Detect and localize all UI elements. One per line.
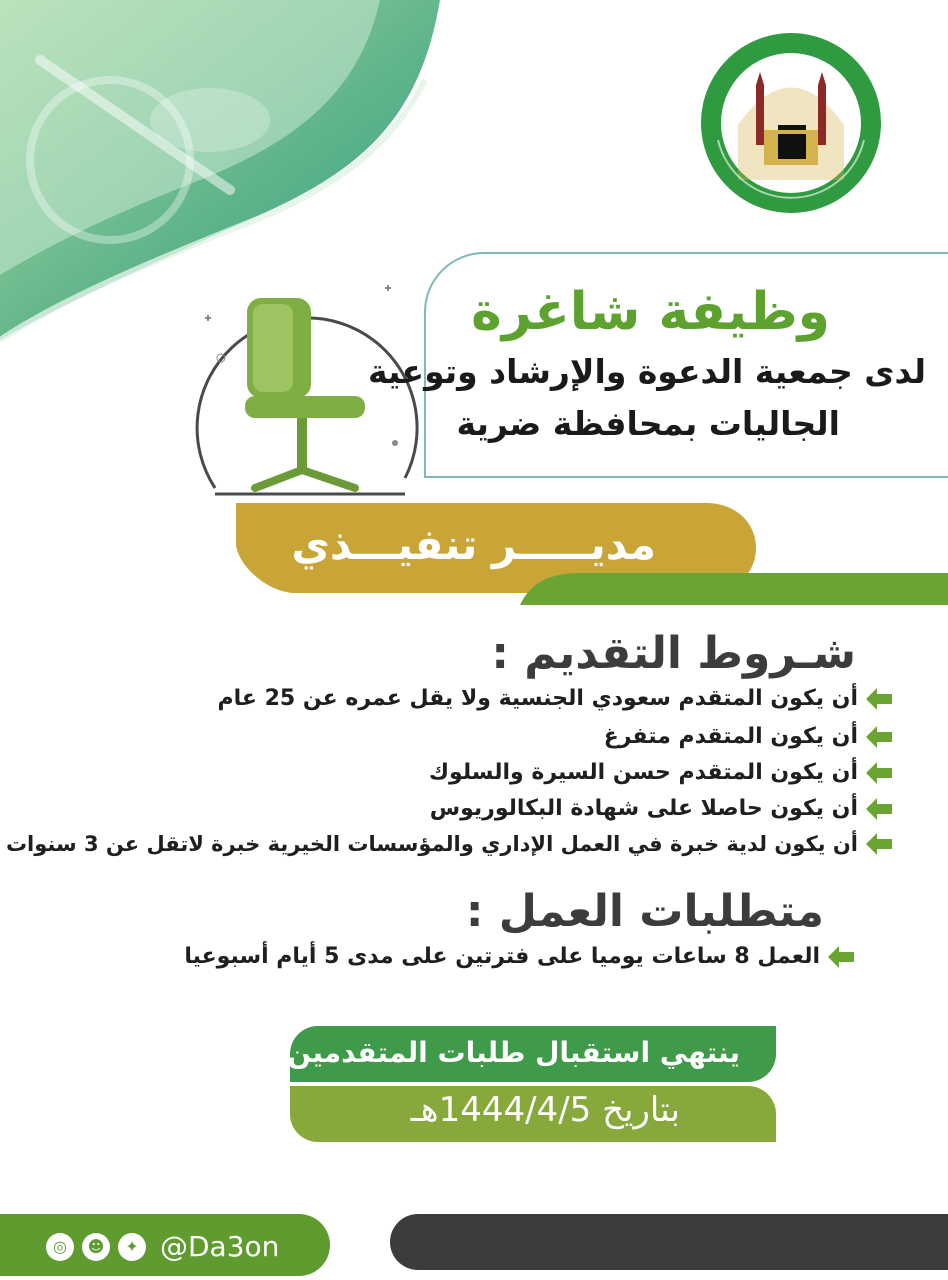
deadline-date: بتاريخ 1444/4/5هـ [410,1090,680,1130]
organization-line-1: لدى جمعية الدعوة والإرشاد وتوعية [368,352,926,391]
list-item [430,796,892,821]
arrow-left-icon [866,726,892,748]
list-item [429,760,892,785]
green-stripe [520,573,948,605]
condition-text: أن يكون لدية خبرة في العمل الإداري والمؤسسات الخيرية خبرة لاتقل عن 3 سنوات [5,832,858,856]
footer-dark-bar [390,1214,948,1270]
requirements-heading: متطلبات العمل : [465,886,824,937]
arrow-left-icon [866,833,892,855]
list-item [604,724,892,749]
social-links [46,1230,279,1263]
arrow-left-icon [866,762,892,784]
condition-text: أن يكون حاصلا على شهادة البكالوريوس [429,796,858,821]
arrow-left-icon [828,946,854,968]
organization-line-2: الجاليات بمحافظة ضرية [456,404,840,443]
organization-logo [698,30,884,216]
arrow-left-icon [866,688,892,710]
position-title: مديـــــر تنفيـــذي [291,520,656,569]
snapchat-icon[interactable]: ☻ [82,1233,110,1261]
twitter-icon[interactable]: ✦ [118,1233,146,1261]
list-item [184,944,854,969]
page-title: وظيفة شاغرة [471,282,830,342]
condition-text: أن يكون المتقدم سعودي الجنسية ولا يقل عمره عن 25 عام [217,686,858,711]
conditions-heading: شـروط التقديم : [491,628,856,679]
condition-text: أن يكون المتقدم متفرغ [603,724,858,749]
deadline-label: ينتهي استقبال طلبات المتقدمين [287,1036,740,1069]
arrow-left-icon [866,798,892,820]
list-item [218,686,893,711]
requirement-text: العمل 8 ساعات يوميا على فترتين على مدى 5 أيام أسبوعيا [184,944,820,969]
instagram-icon[interactable]: ◎ [46,1233,74,1261]
condition-text: أن يكون المتقدم حسن السيرة والسلوك [428,760,858,785]
list-item [6,832,892,856]
social-handle[interactable]: @Da3on [160,1230,280,1263]
